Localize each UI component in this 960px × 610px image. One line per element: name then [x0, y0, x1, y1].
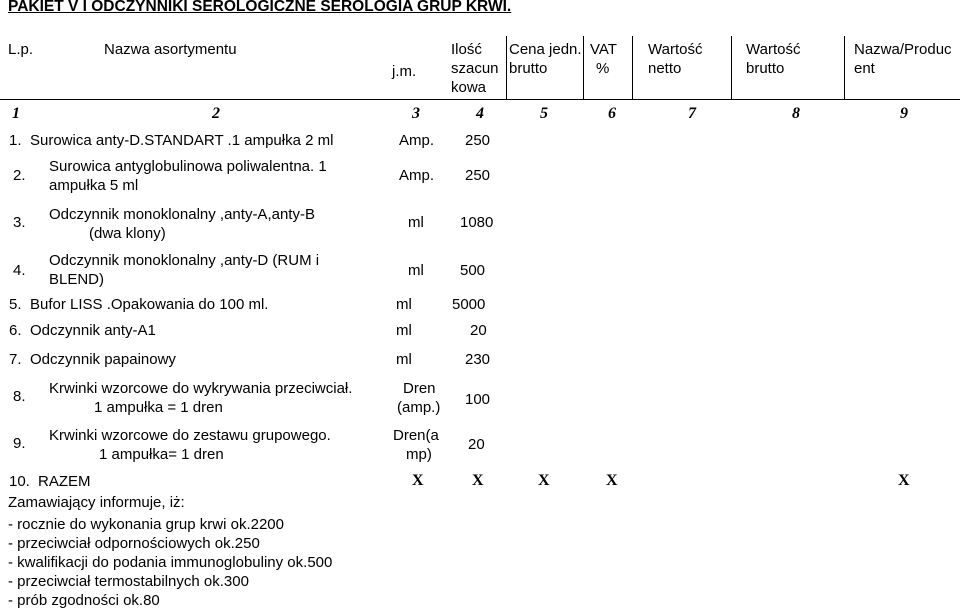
- total-mark: X: [606, 472, 618, 489]
- row-name: Odczynnik monoklonalny ,anty-D (RUM i: [49, 252, 320, 269]
- column-number: 1: [12, 105, 20, 122]
- row-name: Bufor LISS .Opakowania do 100 ml.: [30, 296, 269, 313]
- row-quantity: 250: [465, 132, 491, 149]
- total-lp: 10.: [9, 473, 30, 490]
- header-cena-1: Cena jedn.: [509, 41, 582, 58]
- column-number: 6: [608, 105, 616, 122]
- header-divider: [506, 36, 507, 99]
- row-lp: 6.: [9, 322, 22, 339]
- total-label: RAZEM: [38, 473, 91, 490]
- header-ilosc-3: kowa: [451, 79, 487, 96]
- header-producent-1: Nazwa/Produc: [854, 41, 952, 58]
- row-quantity: 1080: [460, 214, 494, 231]
- row-unit: Dren: [403, 380, 436, 397]
- note-item: - przeciwciał termostabilnych ok.300: [8, 573, 249, 590]
- row-unit: ml: [396, 296, 412, 313]
- header-vat-2: %: [596, 60, 610, 77]
- note-item: - prób zgodności ok.80: [8, 592, 160, 609]
- row-unit-line2: mp): [406, 446, 432, 463]
- row-lp: 5.: [9, 296, 22, 313]
- row-lp: 9.: [13, 435, 26, 452]
- row-lp: 1.: [9, 132, 22, 149]
- row-name-line2: 1 ampułka= 1 dren: [99, 446, 224, 463]
- row-quantity: 5000: [452, 296, 486, 313]
- note-intro: Zamawiający informuje, iż:: [8, 494, 185, 511]
- header-wartosc-brutto-1: Wartość: [746, 41, 801, 58]
- total-mark: X: [538, 472, 550, 489]
- header-divider: [583, 36, 584, 99]
- row-unit: ml: [408, 262, 424, 279]
- row-unit: Dren(a: [393, 427, 439, 444]
- row-unit: ml: [396, 351, 412, 368]
- total-mark: X: [898, 472, 910, 489]
- total-mark: X: [412, 472, 424, 489]
- row-lp: 2.: [13, 167, 26, 184]
- note-item: - kwalifikacji do podania immunoglobuliny ok.500: [8, 554, 333, 571]
- header-wartosc-netto-1: Wartość: [648, 41, 703, 58]
- row-name: Surowica anty-D.STANDART .1 ampułka 2 ml: [30, 132, 334, 149]
- column-number: 4: [476, 105, 484, 122]
- row-name-line2: (dwa klony): [89, 225, 166, 242]
- row-name: Surowica antyglobulinowa poliwalentna. 1: [49, 158, 327, 175]
- note-item: - rocznie do wykonania grup krwi ok.2200: [8, 516, 284, 533]
- header-wartosc-netto-2: netto: [648, 60, 682, 77]
- row-name: Krwinki wzorcowe do zestawu grupowego.: [49, 427, 331, 444]
- row-lp: 4.: [13, 262, 26, 279]
- header-lp: L.p.: [8, 41, 34, 58]
- row-name-line2: 1 ampułka = 1 dren: [94, 399, 223, 416]
- header-rule: [0, 99, 960, 100]
- column-number: 2: [212, 105, 220, 122]
- header-wartosc-brutto-2: brutto: [746, 60, 785, 77]
- row-quantity: 250: [465, 167, 491, 184]
- total-mark: X: [472, 472, 484, 489]
- row-quantity: 230: [465, 351, 491, 368]
- header-divider: [632, 36, 633, 99]
- column-number: 3: [412, 105, 420, 122]
- column-number: 8: [792, 105, 800, 122]
- row-lp: 8.: [13, 388, 26, 405]
- row-unit: ml: [396, 322, 412, 339]
- header-vat-1: VAT: [590, 41, 617, 58]
- header-divider: [731, 36, 732, 99]
- row-lp: 3.: [13, 214, 26, 231]
- row-unit: Amp.: [399, 167, 435, 184]
- column-number: 9: [900, 105, 908, 122]
- header-producent-2: ent: [854, 60, 875, 77]
- row-quantity: 100: [465, 391, 491, 408]
- header-divider: [844, 36, 845, 99]
- row-name-line2: BLEND): [49, 271, 105, 288]
- row-name: Krwinki wzorcowe do wykrywania przeciwciał.: [49, 380, 353, 397]
- note-item: - przeciwciał odpornościowych ok.250: [8, 535, 260, 552]
- row-name: Odczynnik monoklonalny ,anty-A,anty-B: [49, 206, 315, 223]
- header-cena-2: brutto: [509, 60, 548, 77]
- document-title: PAKIET V I ODCZYNNIKI SEROLOGICZNE SEROLOGIA GRUP KRWI.: [8, 0, 512, 15]
- column-number: 7: [688, 105, 696, 122]
- row-unit-line2: (amp.): [397, 399, 441, 416]
- row-quantity: 20: [468, 436, 485, 453]
- row-name: Odczynnik papainowy: [30, 351, 176, 368]
- header-jm: j.m.: [392, 63, 417, 80]
- row-lp: 7.: [9, 351, 22, 368]
- header-ilosc-1: Ilość: [451, 41, 482, 58]
- row-unit: Amp.: [399, 132, 435, 149]
- header-nazwa: Nazwa asortymentu: [104, 41, 237, 58]
- row-unit: ml: [408, 214, 424, 231]
- column-number: 5: [540, 105, 548, 122]
- row-name: Odczynnik anty-A1: [30, 322, 156, 339]
- row-quantity: 500: [460, 262, 486, 279]
- row-name-line2: ampułka 5 ml: [49, 177, 139, 194]
- row-quantity: 20: [470, 322, 487, 339]
- header-ilosc-2: szacun: [451, 60, 499, 77]
